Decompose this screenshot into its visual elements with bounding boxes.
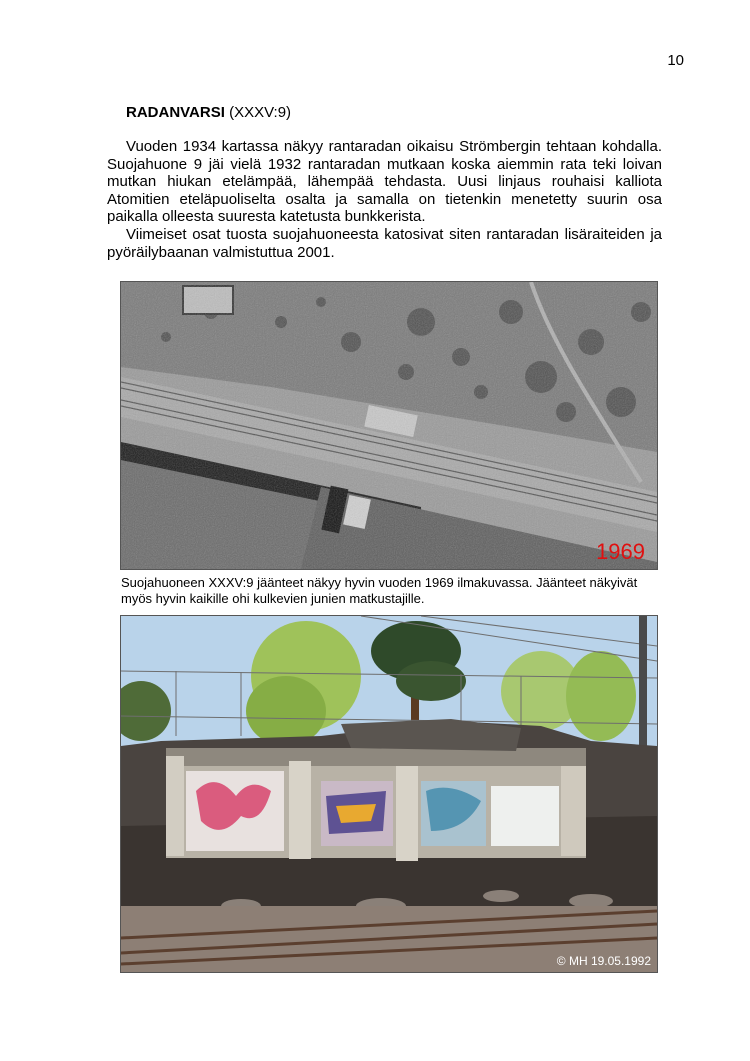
- paragraph-1: Vuoden 1934 kartassa näkyy rantaradan oikaisu Strömbergin tehtaan kohdalla. Suojahuone 9 jäi vielä 1932 rantaradan mutkaan koska aiemmin rata teki loivan mutkan hiukan etelämpää, lähempää tehdasta. Uusi linjaus rouhaisi kalliota Atomitien eteläpuoliselta osalta ja samalla on tietenkin menetetty suurin osa paikalla olleesta suuresta katetusta bunkkerista.: [107, 138, 662, 226]
- photo-caption: Suojahuoneen XXXV:9 jäänteet näkyy hyvin vuoden 1969 ilmakuvassa. Jäänteet näkyivät myös hyvin kaikille ohi kulkevien junien matkustajille.: [121, 575, 638, 606]
- heading-code: (XXXV:9): [224, 104, 292, 121]
- aerial-photo-1969: [120, 281, 658, 570]
- paragraph-2: Viimeiset osat tuosta suojahuoneesta katosivat siten rantaradan lisäraiteiden ja pyöräilybaanan valmistuttua 2001.: [107, 225, 662, 261]
- section-heading: [126, 104, 291, 121]
- bunker-ruins-photo: [120, 615, 658, 973]
- aerial-photo-image: [121, 282, 657, 569]
- body-text: [107, 138, 662, 261]
- bunker-ruins-image: [121, 616, 657, 972]
- photo-credit-label: © MH 19.05.1992: [556, 954, 651, 968]
- photo-year-label: 1969: [596, 539, 645, 564]
- page-number: 10: [667, 52, 684, 69]
- heading-title: RADANVARSI: [126, 104, 225, 121]
